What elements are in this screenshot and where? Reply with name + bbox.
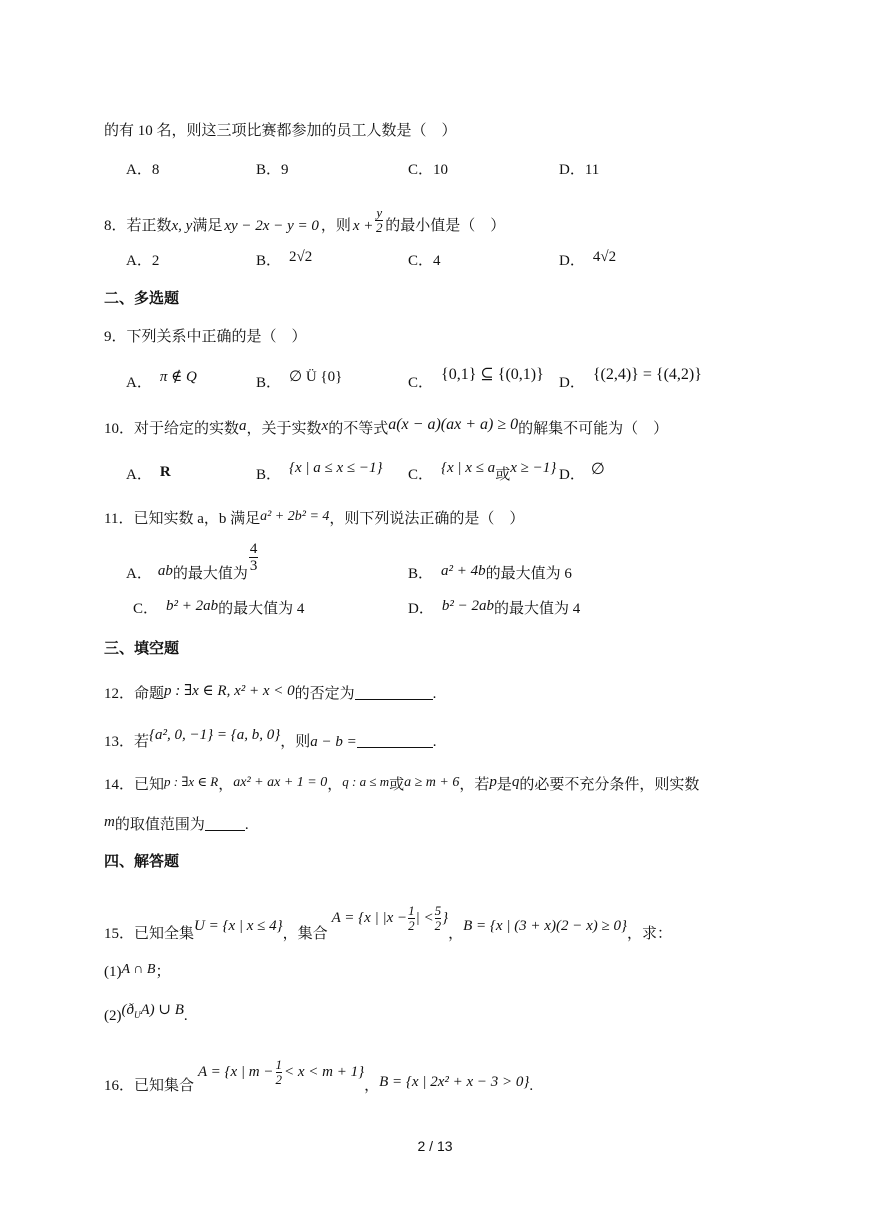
q14-q-statement: q : a ≤ m: [342, 774, 390, 789]
q9-option-c: [408, 366, 544, 394]
q8-frac-den: 2: [376, 220, 383, 235]
q9-d-math: {(2,4)} = {(4,2)}: [592, 366, 702, 383]
q12-math: p : ∃x ∈ R, x² + x < 0: [164, 683, 295, 699]
q7-option-b: B．9: [256, 162, 289, 178]
q9-stem: 9．下列关系中正确的是（ ）: [104, 329, 307, 345]
q8-option-a: A．2: [126, 253, 160, 269]
q15-part-1: [104, 961, 170, 984]
q9-d-label: D．: [559, 375, 585, 391]
q10-b-label: B．: [256, 467, 282, 483]
q8-text-d: 的最小值是（ ）: [385, 217, 506, 234]
q15-text-a: 15．已知全集: [104, 925, 195, 942]
q11-b-text: 的最大值为 6: [485, 566, 572, 582]
q10-var-a: a: [239, 418, 247, 434]
q9-c-math: {0,1} ⊆ {(0,1)}: [441, 366, 544, 383]
q10-inequality: a(x − a)(ax + a) ≥ 0: [388, 416, 519, 433]
q14-text-b: ，若: [459, 777, 490, 793]
q8-text-c: ，则: [320, 217, 351, 234]
q14-p-statement: p : ∃x ∈ R: [164, 774, 219, 789]
q15-p2-math: (ð: [121, 1002, 134, 1018]
q14-stem-line1: [104, 774, 699, 797]
q16-set-a: [198, 1058, 364, 1087]
section-heading-solutions: 四、解答题: [104, 853, 180, 870]
q11-c-label: C．: [133, 601, 159, 617]
q10-option-c: [408, 460, 557, 486]
q8-d-label: D．: [559, 253, 585, 269]
q12-text-b: 的否定为: [294, 686, 355, 702]
q10-stem: [104, 418, 668, 440]
q9-option-a: [126, 369, 197, 394]
q10-a-label: A．: [126, 467, 152, 483]
q8-stem: [104, 205, 506, 241]
q13-stem: [104, 727, 437, 753]
q10-c-math2: x ≥ −1}: [510, 460, 557, 476]
q8-fraction: [375, 206, 383, 235]
q15-universal-set: U = {x | x ≤ 4}: [194, 917, 283, 934]
q11-a-fraction: [249, 541, 259, 574]
q15-a-frac: [435, 904, 442, 933]
q14-var-q: q: [511, 774, 520, 790]
q9-b-math: ∅ Ü {0}: [289, 369, 343, 385]
q9-a-math: π ∉ Q: [159, 369, 197, 385]
q14-text-c: 是: [496, 777, 512, 793]
q14-var-m: m: [104, 814, 115, 830]
q12-end: .: [432, 686, 437, 702]
q8-equation: xy − 2x − y = 0: [224, 217, 319, 234]
q10-c-label: C．: [408, 467, 434, 483]
q15-a-frac-den: 2: [434, 918, 442, 933]
q10-d-math: ∅: [590, 461, 605, 478]
q11-stem: [104, 508, 524, 531]
q8-option-b: [256, 250, 312, 272]
q10-b-math: {x | a ≤ x ≤ −1}: [289, 460, 383, 476]
q15-set-a: [332, 904, 448, 933]
q11-a-label: A．: [126, 566, 152, 582]
q8-d-math: 4√2: [592, 249, 617, 265]
q11-d-label: D．: [408, 601, 434, 617]
q12-answer-blank[interactable]: [355, 683, 433, 700]
q13-answer-blank[interactable]: [357, 731, 433, 748]
q12-stem: [104, 683, 436, 705]
q7-stem-text: 的有 10 名，则这三项比赛都参加的员工人数是（ ）: [104, 123, 457, 139]
q11-b-label: B．: [408, 566, 434, 582]
q8-expression: [352, 205, 383, 241]
q15-p2-sub: U: [134, 1010, 141, 1020]
q15-sep: ，: [448, 925, 464, 942]
q10-d-label: D．: [559, 467, 585, 483]
q16-a-frac-den: 2: [275, 1072, 283, 1087]
q8-vars: x, y: [171, 217, 193, 234]
q15-p2-end: .: [183, 1008, 188, 1024]
q8-text-a: 8．若正数: [104, 217, 172, 234]
q16-a-frac-num: 1: [275, 1057, 283, 1072]
q16-stem: [104, 1057, 534, 1101]
q12-text-a: 12．命题: [104, 686, 165, 702]
q11-d-math: b² − 2ab: [441, 598, 494, 614]
section-heading-fill-blank: 三、填空题: [104, 640, 180, 657]
q14-sep: ，: [218, 777, 234, 793]
q11-option-b: [408, 563, 572, 585]
q8-option-c: C．4: [408, 253, 441, 269]
q10-c-or: 或: [495, 467, 511, 483]
q14-text-line2: 的取值范围为: [114, 817, 205, 833]
q14-or: 或: [389, 777, 405, 793]
q9-option-b: [256, 369, 343, 394]
q8-frac-num: y: [376, 205, 383, 220]
q7-option-d: D．11: [559, 162, 600, 178]
q15-a-half-num: 1: [408, 903, 415, 918]
q11-a-math: ab: [157, 563, 173, 579]
q10-c-math: {x | x ≤ a: [441, 460, 496, 476]
q15-p2-label: (2): [104, 1008, 122, 1024]
q15-set-b: B = {x | (3 + x)(2 − x) ≥ 0}: [463, 917, 627, 934]
q10-text-c: 的不等式: [328, 421, 389, 437]
q9-option-d: [559, 366, 702, 394]
q11-option-a: [126, 541, 258, 582]
q14-sep2: ，: [327, 777, 343, 793]
q9-a-label: A．: [126, 375, 152, 391]
q13-math2: a − b =: [310, 734, 357, 750]
q15-p1-end: ；: [155, 964, 171, 980]
q11-option-c: [133, 598, 304, 620]
q14-answer-blank[interactable]: [205, 814, 245, 831]
q14-text-d: 的必要不充分条件，则实数: [519, 777, 700, 793]
q14-q-statement-2: a ≥ m + 6: [404, 775, 460, 790]
q8-text-b: 满足: [192, 217, 223, 234]
q10-text-d: 的解集不可能为（ ）: [518, 421, 669, 437]
q15-a-half-den: 2: [408, 918, 415, 933]
q16-set-b: B = {x | 2x² + x − 3 > 0}: [379, 1073, 530, 1090]
q10-var-x: x: [321, 418, 329, 434]
q11-a-frac-num: 4: [249, 541, 258, 557]
q15-p2-expression: [122, 1002, 184, 1018]
q7-option-a: A．8: [126, 162, 160, 178]
q14-stem-line2: [104, 814, 249, 836]
q10-text-a: 10．对于给定的实数: [104, 421, 240, 437]
q14-var-p: p: [489, 774, 497, 790]
q13-text-b: ，则: [280, 734, 311, 750]
q16-end: .: [529, 1077, 534, 1094]
q15-a-half: [408, 904, 415, 933]
q13-math: {a², 0, −1} = {a, b, 0}: [149, 727, 281, 743]
q11-text-b: ，则下列说法正确的是（ ）: [329, 511, 525, 527]
q15-p1-label: (1): [104, 964, 122, 980]
q11-d-text: 的最大值为 4: [493, 601, 581, 617]
q15-a-pre: A = {x | |x −: [331, 909, 408, 926]
q15-stem: [104, 903, 672, 949]
q15-p1-math: A ∩ B: [121, 962, 156, 977]
q11-a-text: 的最大值为: [172, 566, 248, 582]
q15-part-2: [104, 1002, 188, 1032]
q10-text-b: ，关于实数: [246, 421, 322, 437]
q14-equation: ax² + ax + 1 = 0: [233, 775, 328, 790]
q15-p2-math2: A) ∪ B: [140, 1002, 184, 1018]
q15-text-b: ，集合: [282, 925, 328, 942]
q15-a-frac-num: 5: [434, 903, 442, 918]
q13-end: .: [432, 734, 437, 750]
q16-a-fraction: [276, 1058, 283, 1087]
q16-text-a: 16．已知集合: [104, 1077, 195, 1094]
q7-continuation: [104, 120, 457, 142]
q16-a-pre: A = {x | m −: [198, 1063, 274, 1080]
q15-text-c: ，求：: [626, 925, 672, 942]
q9-c-label: C．: [408, 375, 434, 391]
q8-b-label: B．: [256, 253, 282, 269]
q11-c-math: b² + 2ab: [166, 598, 219, 614]
q11-b-math: a² + 4b: [441, 563, 486, 579]
q8-b-math: 2√2: [289, 249, 313, 265]
q14-text-a: 14．已知: [104, 777, 165, 793]
q7-option-c: C．10: [408, 162, 449, 178]
q13-text-a: 13．若: [104, 734, 150, 750]
q11-equation: a² + 2b² = 4: [260, 509, 330, 524]
q10-option-b: [256, 460, 383, 486]
q8-option-d: [559, 250, 616, 272]
q10-option-d: [559, 461, 605, 486]
q15-a-mid: | <: [415, 909, 434, 926]
section-heading-multiple-choice: 二、多选题: [104, 290, 180, 307]
q14-end: .: [244, 817, 249, 833]
q10-a-math: R: [159, 464, 171, 480]
q10-option-a: [126, 464, 171, 486]
q11-option-d: [408, 598, 580, 620]
q11-a-frac-den: 3: [249, 558, 258, 574]
q8-expr-pre: x +: [352, 217, 374, 234]
q11-text-a: 11．已知实数 a，b 满足: [104, 511, 261, 527]
q15-a-post: }: [442, 909, 449, 926]
q16-sep: ，: [364, 1077, 380, 1094]
q11-c-text: 的最大值为 4: [218, 601, 305, 617]
page-number: 2 / 13: [417, 1138, 453, 1154]
q9-b-label: B．: [256, 375, 282, 391]
q16-a-post: < x < m + 1}: [284, 1063, 365, 1080]
